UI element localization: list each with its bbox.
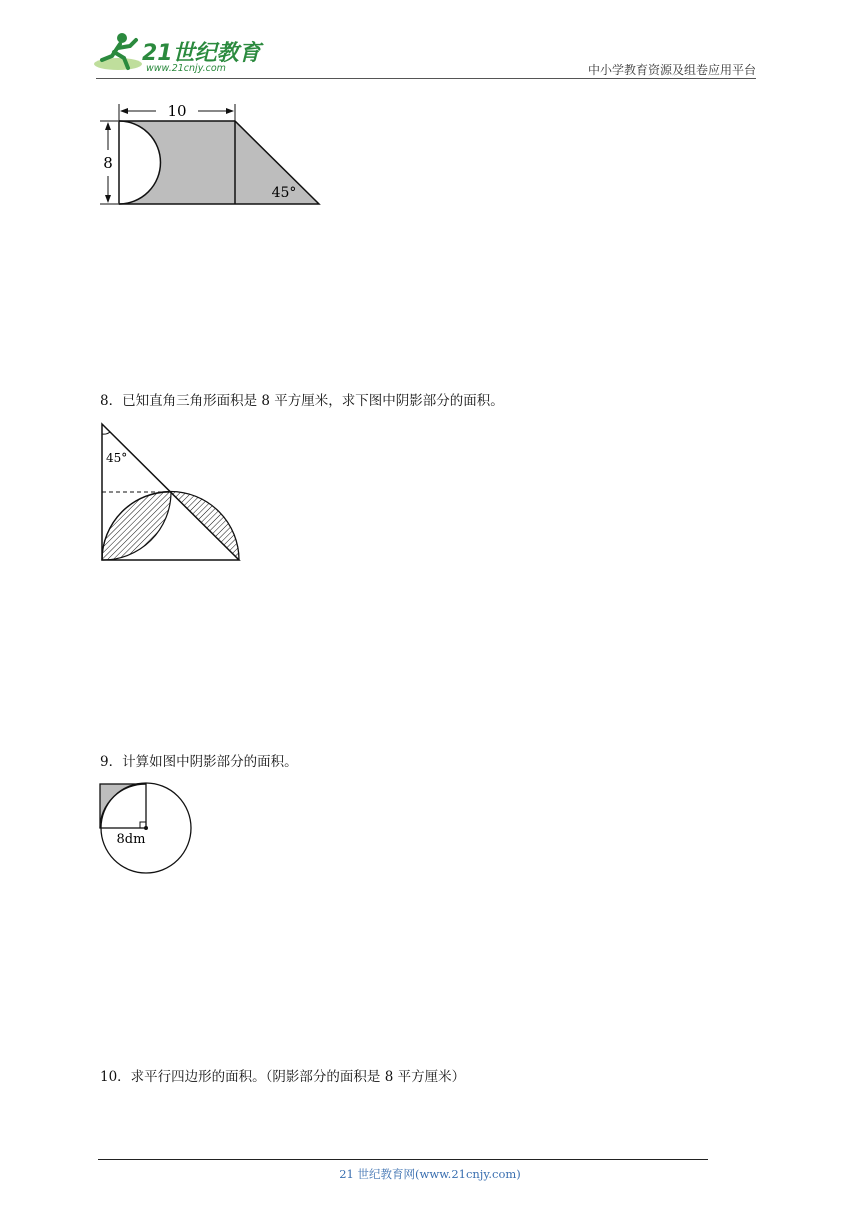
site-tagline: 中小学教育资源及组卷应用平台	[587, 63, 756, 77]
footer-divider	[98, 1159, 708, 1160]
hatched-region-left	[102, 492, 171, 560]
logo-text: 21世纪教育	[142, 41, 261, 66]
header-divider	[96, 78, 756, 79]
runner-logo-icon	[92, 30, 144, 76]
angle-label-45: 45°	[106, 451, 128, 465]
logo-url: www.21cnjy.com	[146, 63, 226, 74]
dimension-label-side: 8	[103, 154, 113, 172]
figure-triangle-semicircle	[96, 418, 246, 566]
footer-text: 21 世纪教育网(www.21cnjy.com)	[339, 1167, 521, 1181]
angle-label: 45°	[271, 185, 297, 201]
question-10-text: 10．求平行四边形的面积。（阴影部分的面积是 8 平方厘米）	[100, 1069, 466, 1085]
question-8-text: 8．已知直角三角形面积是 8 平方厘米，求下图中阴影部分的面积。	[100, 393, 504, 409]
figure-circle-quarter	[96, 780, 196, 878]
figure-trapezoid-semicircle	[96, 100, 328, 210]
radius-label: 8dm	[116, 832, 146, 847]
dimension-label-top: 10	[167, 102, 187, 120]
question-9-text: 9．计算如图中阴影部分的面积。	[100, 754, 298, 770]
